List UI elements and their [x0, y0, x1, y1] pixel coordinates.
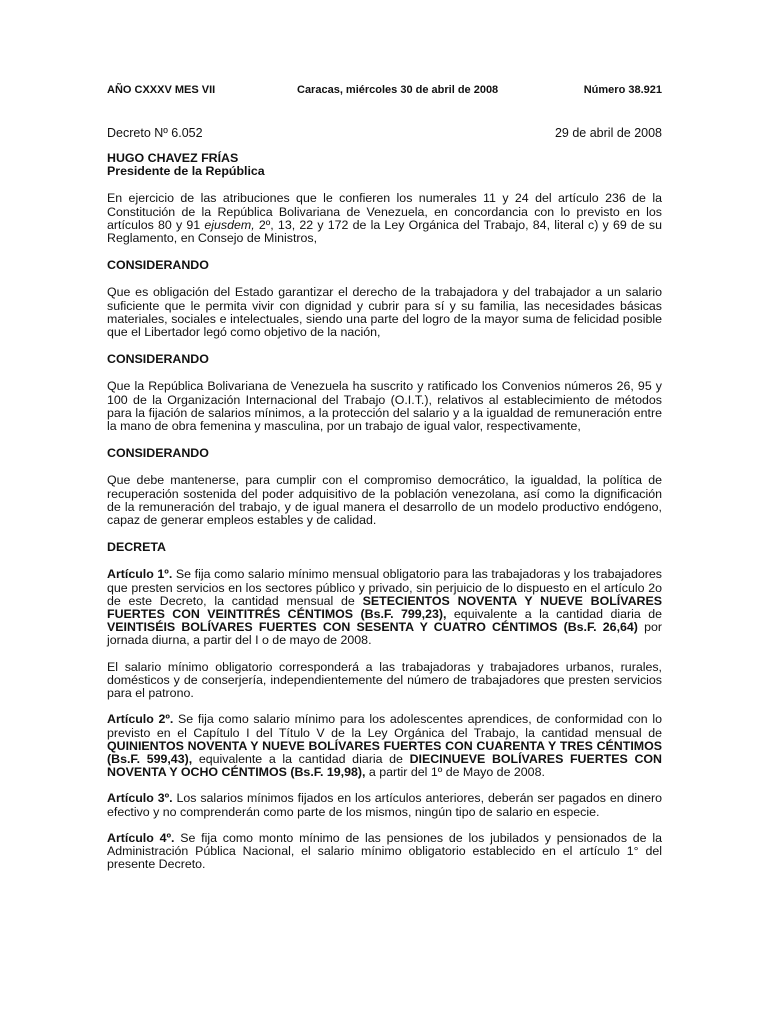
- place-date-label: Caracas, miércoles 30 de abril de 2008: [297, 84, 499, 96]
- article-2-amount-daily: DIECINUEVE BOLÍVARES FUERTES CON NOVENTA Y OCHO CÉNTIMOS (Bs.F. 19,98),: [107, 751, 662, 780]
- article-2-text: equivalente a la cantidad diaria de: [192, 751, 410, 766]
- article-1-amount-daily: VEINTISÉIS BOLÍVARES FUERTES CON SESENTA Y CUATRO CÉNTIMOS (Bs.F. 26,64): [107, 620, 638, 635]
- president-title: Presidente de la República: [107, 164, 265, 179]
- article-2-text: a partir del 1º de Mayo de 2008.: [365, 765, 545, 780]
- considerando-heading: CONSIDERANDO: [107, 446, 209, 461]
- decree-number: Decreto Nº 6.052: [107, 126, 203, 140]
- president-name: HUGO CHAVEZ FRÍAS: [107, 151, 239, 165]
- considerando-paragraph: Que debe mantenerse, para cumplir con el compromiso democrático, la igualdad, la política de recuperación sostenida del poder adquisitivo de la población venezolana, así como la dignificación de la remuneración del trabajo, y de igual manera el desarrollo de un modelo productivo endógeno, capaz de generar empleos estables y de calidad.: [107, 473, 662, 528]
- decreta-heading: DECRETA: [107, 540, 166, 555]
- article-2-label: Artículo 2º.: [107, 712, 174, 727]
- preamble-paragraph: [107, 192, 662, 245]
- article-3-text: Los salarios mínimos fijados en los artículos anteriores, deberán ser pagados en dinero efectivo y no comprenderán como parte de los mismos, ningún tipo de salario en especie.: [107, 791, 662, 819]
- article-1-label: Artículo 1º.: [107, 567, 173, 582]
- preamble-text-2: 2º, 13, 22 y 172 de la Ley Orgánica del Trabajo, 84, literal c) y 69 de su Reglamento, en Consejo de Ministros,: [107, 217, 662, 246]
- considerando-paragraph: Que es obligación del Estado garantizar el derecho de la trabajadora y del trabajador a un salario suficiente que le permita vivir con dignidad y cubrir para sí y su familia, las necesidades básicas materiales, sociales e intelectuales, siendo una parte del logro de la mayor suma de felicidad posible que el Libertador legó como objetivo de la nación,: [107, 285, 662, 340]
- decree-date: 29 de abril de 2008: [554, 126, 662, 140]
- preamble-text-1: En ejercicio de las atribuciones que le confieren los numerales 11 y 24 del artículo 236 de la Constitución de la República Bolivariana de Venezuela, en concordancia con lo previsto en los artículos 80 y 91: [107, 191, 662, 232]
- document-body: [107, 152, 662, 871]
- preamble-italic: ejusdem,: [204, 217, 255, 232]
- article-2: [107, 713, 662, 779]
- gazette-number-label: Número 38.921: [583, 84, 662, 96]
- year-month-label: AÑO CXXXV MES VII: [107, 84, 216, 96]
- article-4: [107, 832, 662, 872]
- article-4-label: Artículo 4º.: [107, 830, 175, 845]
- article-4-text: Se fija como monto mínimo de las pensiones de los jubilados y pensionados de la Administración Pública Nacional, el salario mínimo obligatorio establecido en el artículo 1° del presente Decreto.: [107, 830, 662, 872]
- article-1-text: equivalente a la cantidad diaria de: [446, 607, 662, 622]
- considerando-heading: CONSIDERANDO: [107, 258, 209, 273]
- considerando-heading: CONSIDERANDO: [107, 352, 209, 367]
- article-3: [107, 792, 662, 818]
- article-1-text: por jornada diurna, a partir del I o de mayo de 2008.: [107, 620, 662, 648]
- article-2-amount-monthly: QUINIENTOS NOVENTA Y NUEVE BOLÍVARES FUERTES CON CUARENTA Y TRES CÉNTIMOS (Bs.F. 599,43),: [107, 738, 662, 766]
- article-1: [107, 568, 662, 647]
- article-2-text: Se fija como salario mínimo para los adolescentes aprendices, de conformidad con lo previsto en el Capítulo I del Título V de la Ley Orgánica del Trabajo, la cantidad mensual de: [107, 712, 662, 740]
- article-1-text: Se fija como salario mínimo mensual obligatorio para las trabajadoras y los trabajadores que presten servicios en los sectores público y privado, sin perjuicio de lo dispuesto en el artículo 2o de este Decreto, la cantidad mensual de: [107, 567, 662, 608]
- article-3-label: Artículo 3º.: [107, 791, 173, 806]
- article-1-amount-monthly: SETECIENTOS NOVENTA Y NUEVE BOLÍVARES FUERTES CON VEINTITRÉS CÉNTIMOS (Bs.F. 799,23),: [107, 593, 662, 622]
- article-1-paragraph-2: El salario mínimo obligatorio corresponderá a las trabajadoras y trabajadores urbanos, rurales, domésticos y de conserjería, independientemente del número de trabajadores que presten servicios para el patrono.: [107, 659, 662, 701]
- considerando-paragraph: Que la República Bolivariana de Venezuela ha suscrito y ratificado los Convenios números 26, 95 y 100 de la Organización Internacional del Trabajo (O.I.T.), relativos al establecimiento de métodos para la fijación de salarios mínimos, a la protección del salario y a la igualdad de remuneración entre la mano de obra femenina y masculina, por un trabajo de igual valor, respectivamente,: [107, 379, 662, 434]
